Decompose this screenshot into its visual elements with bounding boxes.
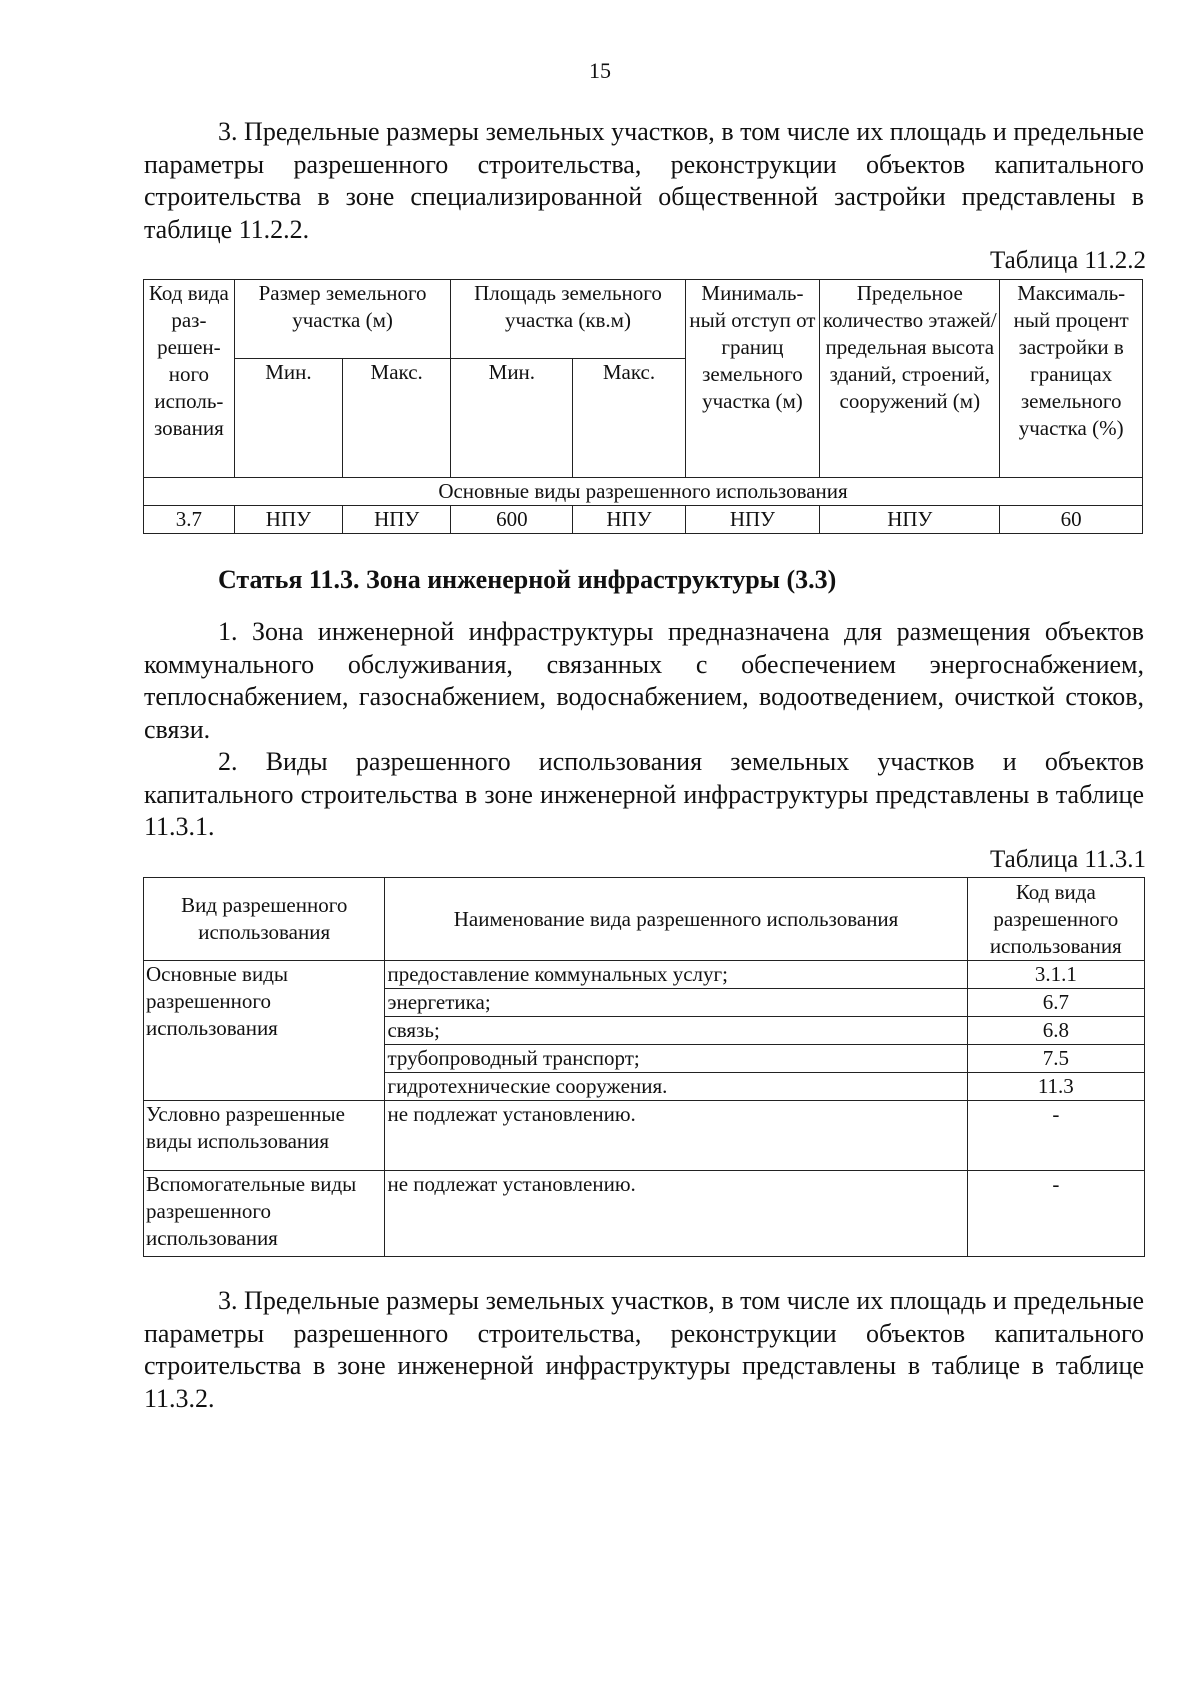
header-coverage: Максималь-ный процент застройки в границах земельного участка (%) [1000, 280, 1143, 478]
cell-area-min: 600 [451, 506, 573, 534]
cell-use-name: трубопроводный транспорт; [385, 1045, 967, 1073]
table-caption-11-3-1: Таблица 11.3.1 [990, 846, 1146, 873]
cell-use-code: - [967, 1101, 1144, 1171]
header-area-min: Мин. [451, 359, 573, 478]
group-main-uses: Основные виды разрешенного использования [144, 961, 385, 1101]
header-setback: Минималь-ный отступ от границ земельного участка (м) [685, 280, 820, 478]
page-number: 15 [589, 58, 611, 83]
cell-size-min: НПУ [234, 506, 342, 534]
table-row [144, 506, 1143, 534]
table-row [144, 1171, 1145, 1257]
cell-use-name: связь; [385, 1017, 967, 1045]
cell-use-name: энергетика; [385, 989, 967, 1017]
header-code: Код вида раз-решен-ного исполь-зования [144, 280, 235, 478]
cell-use-code: 3.1.1 [967, 961, 1144, 989]
paragraph-limits-intro: 3. Предельные размеры земельных участков, в том числе их площадь и предельные параметры разрешенного строительства, реконструкции объектов капитального строительства в зоне специализированной общественной застройки представлены в таблице 11.2.2. [144, 117, 1144, 244]
cell-floors: НПУ [820, 506, 1000, 534]
cell-use-code: 11.3 [967, 1073, 1144, 1101]
uses-table-11-3-1 [143, 877, 1145, 1257]
cell-area-max: НПУ [573, 506, 685, 534]
header-size-min: Мин. [234, 359, 342, 478]
cell-use-name: не подлежат установлению. [385, 1171, 967, 1257]
paragraph-uses-intro: 2. Виды разрешенного использования земельных участков и объектов капитального строительства в зоне инженерной инфраструктуры представлены в таблице 11.3.1. [144, 747, 1144, 841]
cell-use-name: не подлежат установлению. [385, 1101, 967, 1171]
cell-coverage: 60 [1000, 506, 1143, 534]
section-row-main-uses: Основные виды разрешенного использования [144, 478, 1143, 506]
article-heading: Статья 11.3. Зона инженерной инфраструктуры (3.3) [218, 565, 837, 594]
table-row [144, 961, 1145, 989]
cell-use-code: 6.8 [967, 1017, 1144, 1045]
header-plot-size: Размер земельного участка (м) [234, 280, 451, 359]
cell-setback: НПУ [685, 506, 820, 534]
limits-table-11-2-2 [143, 279, 1143, 534]
cell-code: 3.7 [144, 506, 235, 534]
header-area-max: Макс. [573, 359, 685, 478]
table-caption-11-2-2: Таблица 11.2.2 [990, 247, 1146, 274]
paragraph-limits-reference: 3. Предельные размеры земельных участков, в том числе их площадь и предельные параметры разрешенного строительства, реконструкции объектов капитального строительства в зоне инженерной инфраструктуры представлены в таблице в таблице 11.3.2. [144, 1286, 1144, 1413]
group-auxiliary-uses: Вспомогательные виды разрешенного использования [144, 1171, 385, 1257]
cell-use-code: - [967, 1171, 1144, 1257]
header-floors: Предельное количество этажей/ предельная высота зданий, строений, сооружений (м) [820, 280, 1000, 478]
cell-use-name: гидротехнические сооружения. [385, 1073, 967, 1101]
group-conditional-uses: Условно разрешенные виды использования [144, 1101, 385, 1171]
header-use-code: Код вида разрешенного использования [967, 878, 1144, 961]
cell-size-max: НПУ [343, 506, 451, 534]
cell-use-name: предоставление коммунальных услуг; [385, 961, 967, 989]
paragraph-zone-purpose: 1. Зона инженерной инфраструктуры предназначена для размещения объектов коммунального обслуживания, связанных с обеспечением энергоснабжением, теплоснабжением, газоснабжением, водоснабжением, водоотведением, очисткой стоков, связи. [144, 617, 1144, 744]
cell-use-code: 6.7 [967, 989, 1144, 1017]
table-row [144, 1101, 1145, 1171]
header-use-name: Наименование вида разрешенного использования [385, 878, 967, 961]
header-plot-area: Площадь земельного участка (кв.м) [451, 280, 685, 359]
header-use-type: Вид разрешенного использования [144, 878, 385, 961]
cell-use-code: 7.5 [967, 1045, 1144, 1073]
header-size-max: Макс. [343, 359, 451, 478]
